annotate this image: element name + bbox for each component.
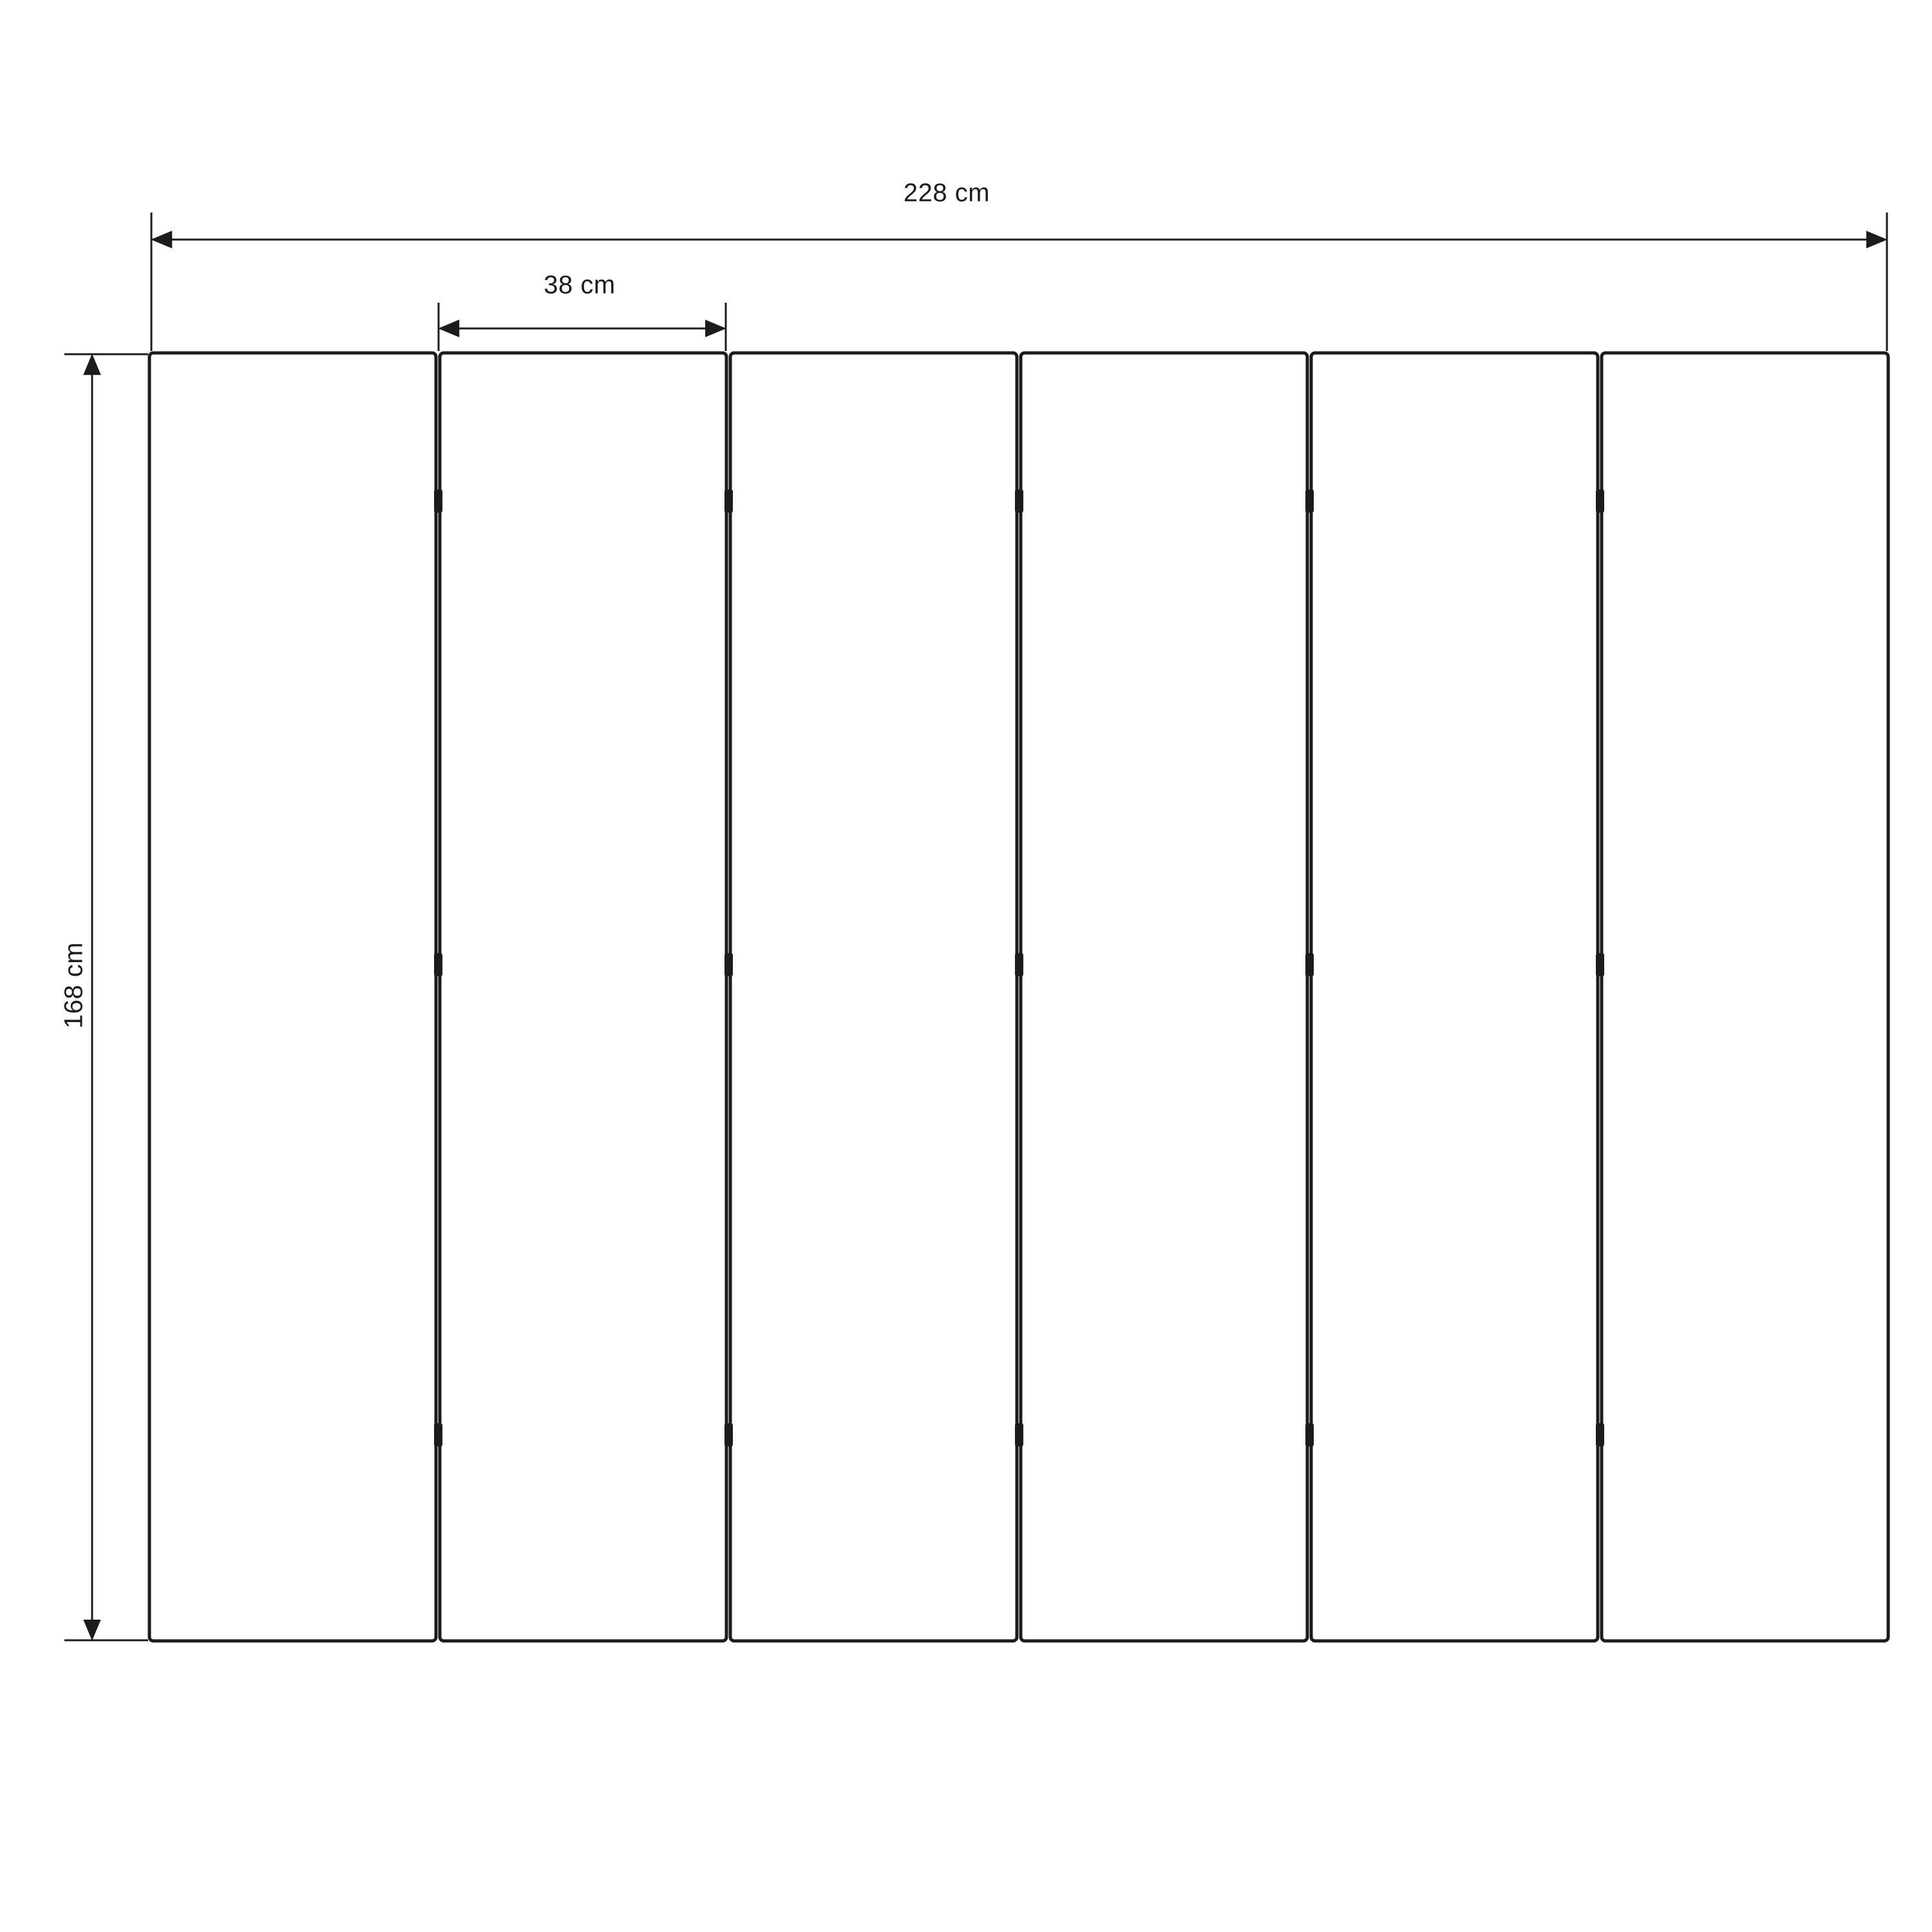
hinge-icon xyxy=(1596,953,1604,976)
panel-width-label: 38 cm xyxy=(544,270,616,299)
panel-1 xyxy=(149,353,436,1641)
panel-6 xyxy=(1602,353,1888,1641)
hinge-icon xyxy=(1596,1423,1604,1446)
panel-3 xyxy=(730,353,1017,1641)
hinge-icon xyxy=(724,1423,733,1446)
panel-5 xyxy=(1311,353,1598,1641)
hinge-icon xyxy=(724,489,733,513)
hinge-icon xyxy=(1596,489,1604,513)
hinge-icon xyxy=(724,953,733,976)
hinge-icon xyxy=(434,953,442,976)
total-height-label: 168 cm xyxy=(59,942,88,1029)
panel-4 xyxy=(1021,353,1307,1641)
hinge-icon xyxy=(1305,1423,1314,1446)
hinge-icon xyxy=(434,1423,442,1446)
hinge-icon xyxy=(1015,489,1023,513)
panel-group xyxy=(149,353,1888,1641)
hinge-icon xyxy=(1015,953,1023,976)
dimension-panel-width xyxy=(439,303,726,351)
total-width-label: 228 cm xyxy=(903,178,990,207)
dimension-total-width xyxy=(151,213,1887,351)
panel-2 xyxy=(440,353,726,1641)
hinge-icon xyxy=(1305,489,1314,513)
hinge-icon xyxy=(1015,1423,1023,1446)
hinge-icon xyxy=(434,489,442,513)
hinge-icon xyxy=(1305,953,1314,976)
